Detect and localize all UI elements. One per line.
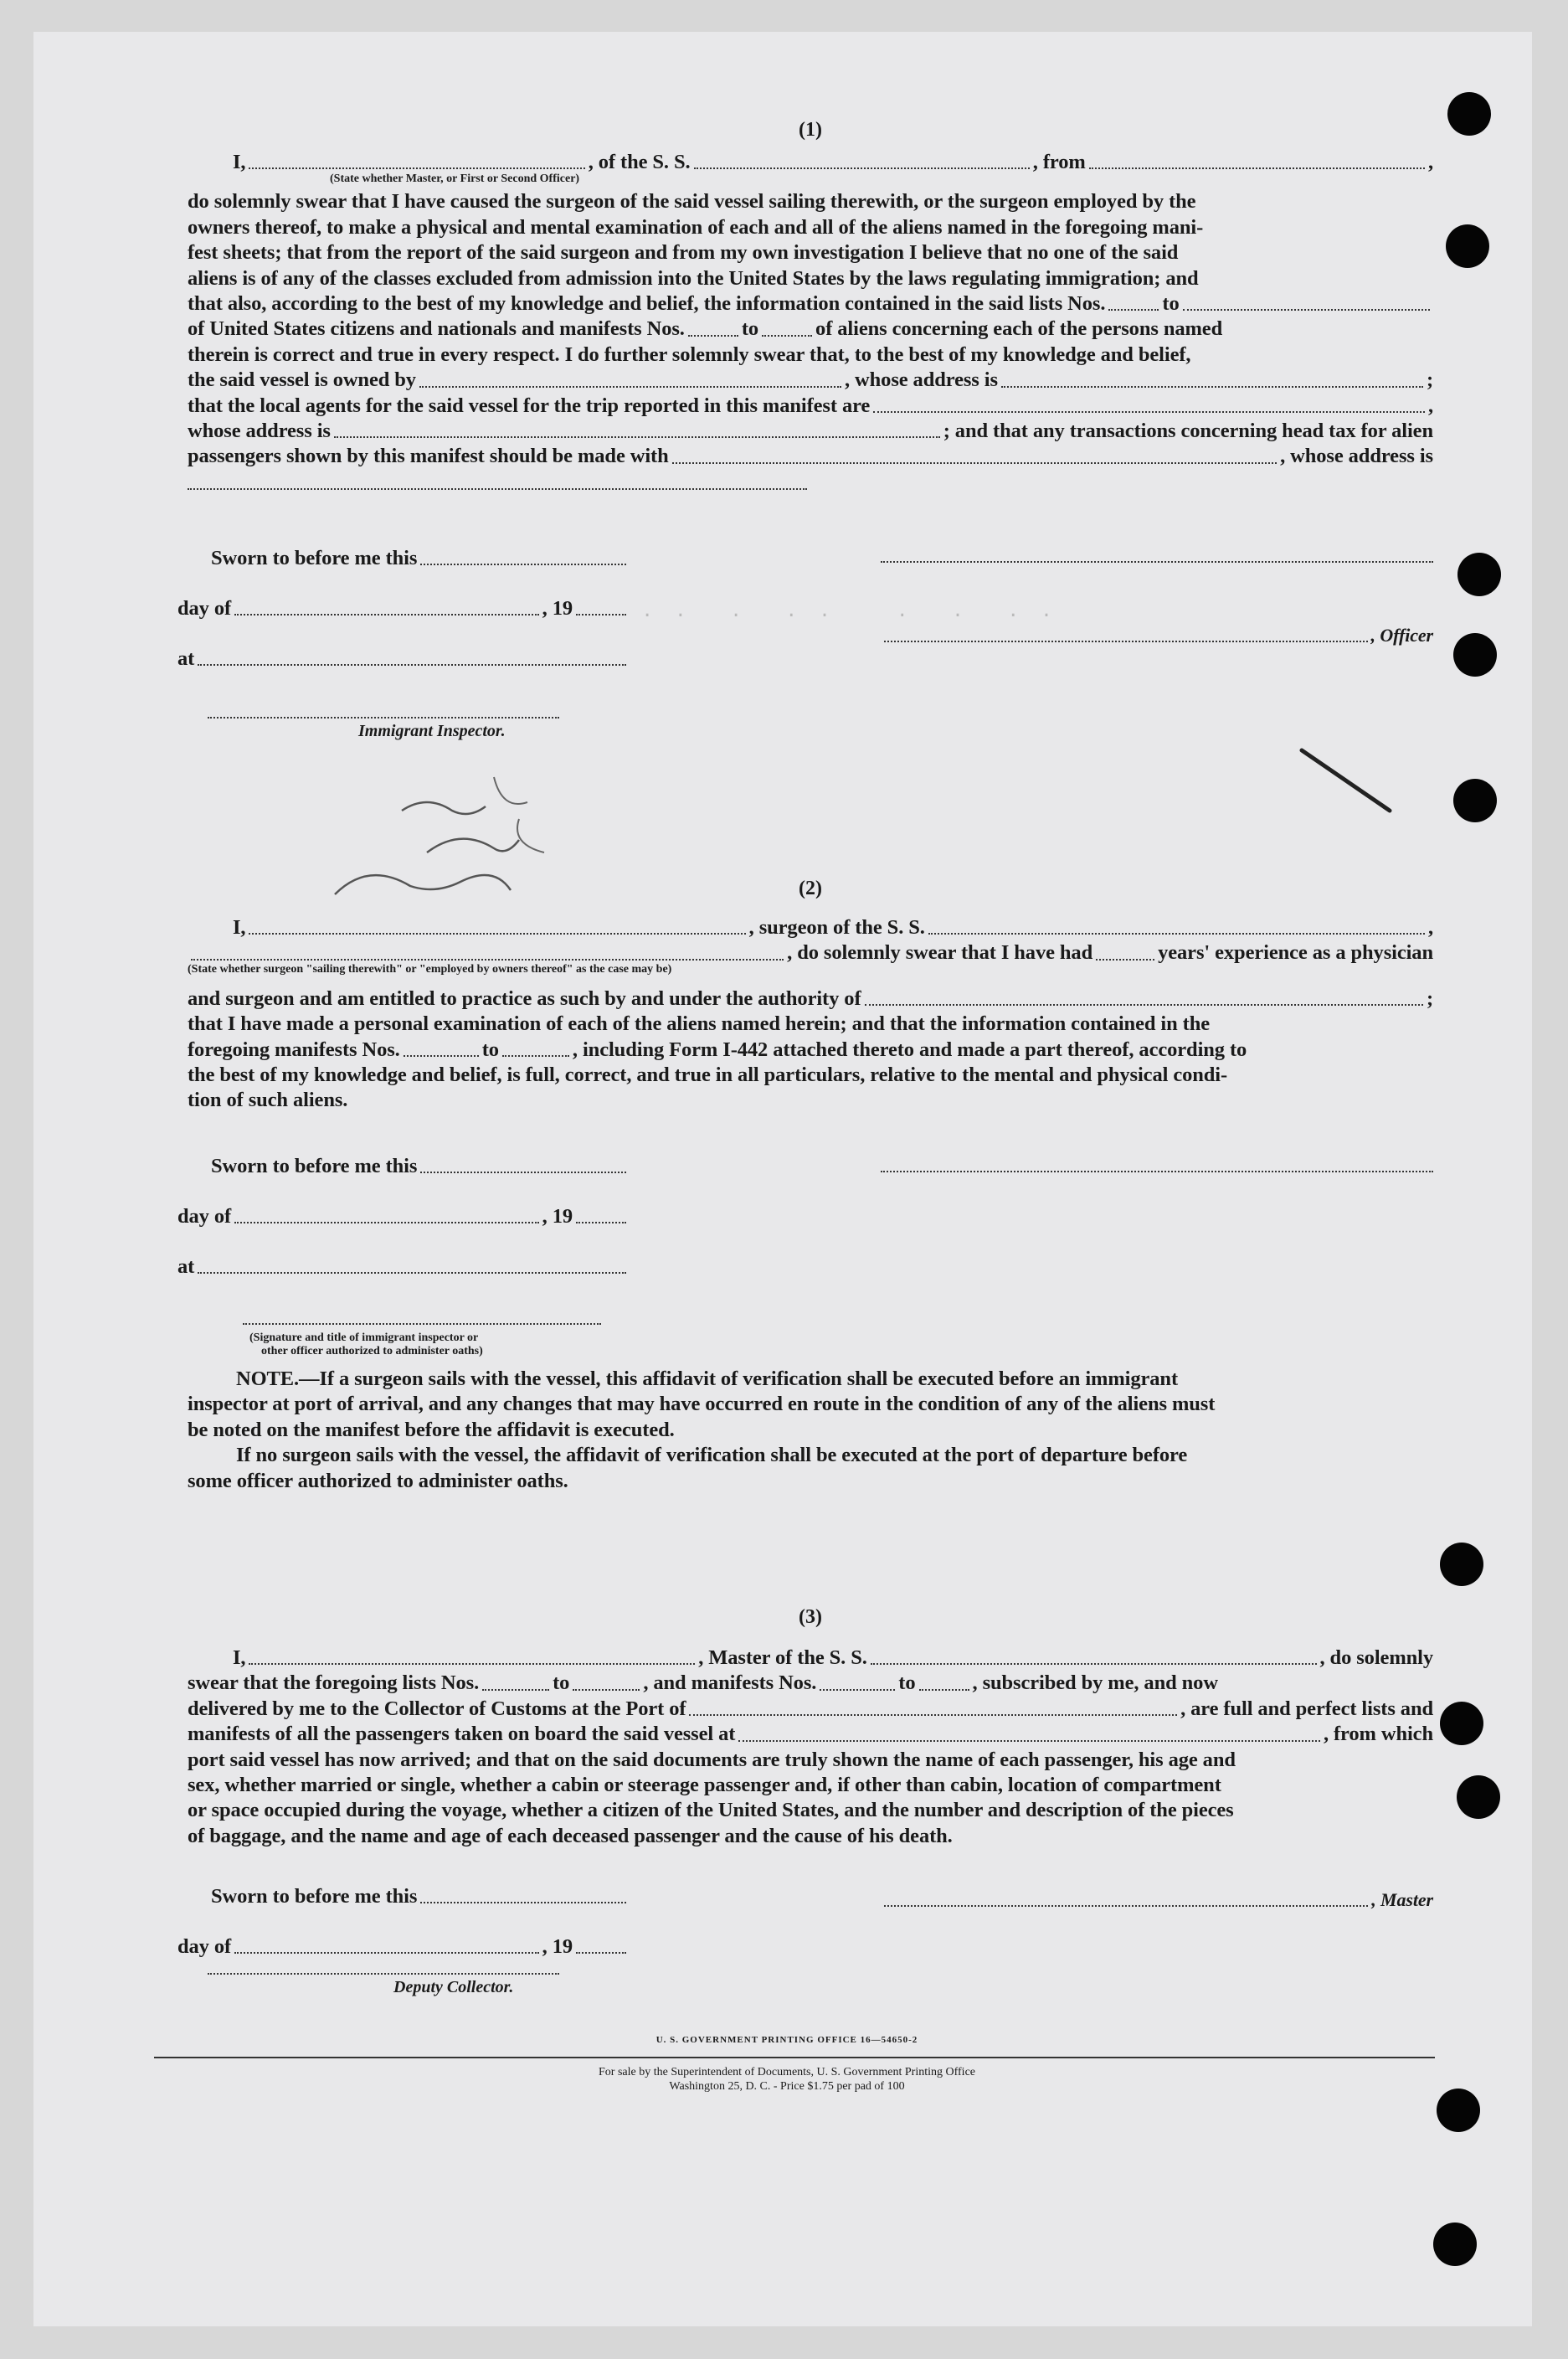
day-line — [177, 593, 630, 621]
text-line: owners thereof, to make a physical and mental examination of each and all of the aliens named in the foregoing mani- — [188, 215, 1204, 239]
punch-hole — [1433, 2223, 1477, 2266]
text-line — [188, 368, 1433, 393]
s3-vessel-field[interactable] — [871, 1663, 1317, 1665]
text: delivered by me to the Collector of Customs at the Port of — [188, 1697, 686, 1720]
section-3 — [188, 1606, 1433, 1849]
s2-sworn-day-field[interactable] — [420, 1172, 626, 1173]
section-1 — [188, 119, 1433, 490]
agents-address-field[interactable] — [334, 436, 940, 438]
text: , Master of the S. S. — [698, 1646, 867, 1669]
text: of aliens concerning each of the persons named — [815, 317, 1223, 341]
sworn-place-field[interactable] — [198, 664, 626, 666]
sworn-month-field[interactable] — [234, 614, 539, 616]
s3-master-name-field[interactable] — [249, 1663, 695, 1665]
authority-field[interactable] — [865, 1004, 1423, 1006]
text: , of the S. S. — [588, 151, 691, 173]
text-line — [188, 986, 1433, 1012]
text-line — [188, 1038, 1433, 1063]
text: , 19 — [542, 596, 573, 620]
s2-manifest-to-field[interactable] — [502, 1055, 569, 1057]
text-line: sex, whether married or single, whether a cabin or steerage passenger and, if other than cabin, location of compartment — [188, 1774, 1221, 1797]
text-line — [188, 394, 1433, 419]
owner-address-field[interactable] — [1001, 386, 1423, 388]
at-line — [177, 1251, 630, 1280]
officer-line — [881, 623, 1433, 648]
text-line — [188, 444, 1433, 469]
caption: (State whether Master, or First or Second Officer) — [330, 173, 580, 186]
text: to — [481, 1038, 499, 1061]
text-line: fest sheets; that from the report of the said surgeon and from my own investigation I believe that no one of the said — [188, 241, 1179, 265]
text: that the local agents for the said vessel for the trip reported in this manifest are — [188, 394, 871, 417]
section-2 — [188, 878, 1433, 1114]
text: Sworn to before me this — [211, 1154, 418, 1177]
text: to — [741, 317, 759, 341]
text: , from which — [1323, 1723, 1433, 1746]
s2-sworn-year-field[interactable] — [576, 1222, 626, 1223]
s2-sworn-block — [177, 1151, 630, 1280]
at-line — [177, 643, 630, 672]
text: , and manifests Nos. — [643, 1671, 817, 1695]
signature-caption — [249, 1331, 483, 1358]
text: , whose address is — [1280, 445, 1433, 468]
text: , — [1427, 151, 1433, 173]
sworn-year-field[interactable] — [576, 614, 626, 616]
text-line: that I have made a personal examination of each of the aliens named herein; and that the information contained in the — [188, 1012, 1211, 1036]
text-line: Washington 25, D. C. - Price $1.75 per pad of 100 — [669, 2080, 905, 2093]
s3-manifest-from-field[interactable] — [820, 1689, 895, 1691]
text-line: (Signature and title of immigrant inspector or — [249, 1331, 479, 1344]
sale-notice — [201, 2065, 1373, 2094]
text: , 19 — [542, 1204, 573, 1228]
punch-hole — [1457, 1775, 1500, 1819]
s3-sworn-day-field[interactable] — [420, 1902, 626, 1903]
section-2-heading: (2) — [799, 878, 822, 899]
text: to — [898, 1671, 916, 1695]
s2-note — [188, 1367, 1433, 1494]
document-page — [33, 32, 1532, 2326]
text: day of — [177, 596, 232, 620]
text: I, — [233, 916, 246, 939]
text-line: of baggage, and the name and age of each deceased passenger and the cause of his death. — [188, 1824, 953, 1847]
punch-hole — [1453, 779, 1497, 822]
text-line: aliens is of any of the classes excluded from admission into the United States by the laws regulating immigration; and — [188, 266, 1199, 290]
text: at — [177, 646, 195, 670]
deputy-collector-label: Deputy Collector. — [393, 1978, 514, 1996]
text-line — [188, 1671, 1433, 1696]
text-line: therein is correct and true in every respect. I do further solemnly swear that, to the best of my knowledge and belief, — [188, 343, 1191, 366]
punch-hole — [1447, 92, 1491, 136]
s3-list-to-field[interactable] — [573, 1689, 640, 1691]
text: , do solemnly — [1319, 1646, 1434, 1669]
punch-hole — [1446, 224, 1489, 268]
text: , 19 — [542, 1934, 573, 1958]
boarding-port-field[interactable] — [738, 1740, 1320, 1742]
sworn-line — [177, 1151, 630, 1179]
officer-name-field[interactable] — [884, 641, 1368, 642]
text: , whose address is — [845, 368, 998, 392]
text: I, — [233, 1646, 246, 1669]
text: of United States citizens and nationals and manifests Nos. — [188, 317, 685, 341]
text: , do solemnly swear that I have had — [787, 941, 1093, 965]
text: at — [177, 1254, 195, 1278]
text: , including Form I-442 attached thereto and made a part thereof, according to — [572, 1038, 1247, 1061]
address-continuation-field[interactable] — [188, 470, 807, 490]
text: , subscribed by me, and now — [972, 1671, 1218, 1695]
text-line — [188, 1646, 1433, 1671]
s3-sworn-month-field[interactable] — [234, 1952, 539, 1954]
master-line — [881, 1888, 1433, 1913]
text-line: NOTE.—If a surgeon sails with the vessel, this affidavit of verification shall be executed before an immigrant — [236, 1367, 1179, 1390]
list-no-from-field[interactable] — [1108, 309, 1159, 311]
s1-line-1 — [188, 150, 1433, 175]
punch-hole — [1440, 1543, 1483, 1586]
text: passengers shown by this manifest should be made with — [188, 445, 669, 468]
s2-inspector-signature-field[interactable] — [243, 1323, 601, 1325]
master-signature-field[interactable] — [884, 1905, 1368, 1907]
manifest-no-to-field[interactable] — [762, 335, 812, 337]
punch-hole — [1453, 633, 1497, 677]
surgeon-name-field[interactable] — [249, 933, 745, 935]
vessel-name-field[interactable] — [694, 167, 1030, 169]
text: , surgeon of the S. S. — [748, 916, 925, 939]
text: Sworn to before me this — [211, 546, 418, 569]
s2-sworn-place-field[interactable] — [198, 1272, 626, 1274]
text-line: inspector at port of arrival, and any changes that may have occurred en route in the condition of any of the aliens must — [188, 1393, 1216, 1416]
text: years' experience as a physician — [1158, 941, 1433, 965]
s1-sworn-block — [177, 543, 630, 672]
text: , — [1427, 916, 1433, 939]
surgeon-signature-field[interactable] — [881, 1171, 1433, 1172]
text: swear that the foregoing lists Nos. — [188, 1671, 480, 1695]
surgeon-type-field[interactable] — [191, 959, 784, 961]
master-title-field[interactable] — [249, 167, 584, 169]
text: I, — [233, 151, 246, 173]
text-line — [188, 1697, 1433, 1722]
text-line — [188, 419, 1433, 444]
text: that also, according to the best of my knowledge and belief, the information contained in the said lists Nos. — [188, 292, 1106, 316]
text-line: do solemnly swear that I have caused the surgeon of the said vessel sailing therewith, or the surgeon employed by the — [188, 190, 1196, 214]
pen-stroke — [1298, 742, 1415, 826]
text-line — [188, 291, 1433, 317]
text-line: tion of such aliens. — [188, 1089, 348, 1112]
bleed-through: · · · · · · · · · — [641, 605, 1052, 626]
master-label: , Master — [1371, 1889, 1433, 1910]
s3-list-from-field[interactable] — [482, 1689, 549, 1691]
sworn-line — [177, 1881, 630, 1909]
sworn-line — [177, 543, 630, 571]
text-line: For sale by the Superintendent of Documents, U. S. Government Printing Office — [599, 2066, 975, 2078]
text: day of — [177, 1204, 232, 1228]
s2-line-1 — [188, 915, 1433, 940]
officer-signature-field[interactable] — [881, 561, 1433, 563]
immigrant-inspector-label: Immigrant Inspector. — [358, 722, 506, 740]
text: to — [1162, 292, 1180, 316]
s3-sworn-year-field[interactable] — [576, 1952, 626, 1954]
gpo-imprint: U. S. GOVERNMENT PRINTING OFFICE 16—54650-2 — [655, 2035, 918, 2045]
punch-hole — [1457, 553, 1501, 596]
years-experience-field[interactable] — [1096, 959, 1154, 961]
text: day of — [177, 1934, 232, 1958]
punch-hole — [1440, 1702, 1483, 1745]
text-line: be noted on the manifest before the affidavit is executed. — [188, 1418, 675, 1441]
text: manifests of all the passengers taken on board the said vessel at — [188, 1723, 736, 1746]
text-line — [188, 1722, 1433, 1747]
day-line — [177, 1201, 630, 1229]
text-line: other officer authorized to administer oaths) — [261, 1345, 483, 1357]
text: , — [1427, 394, 1433, 417]
text: to — [553, 1671, 570, 1695]
section-1-heading: (1) — [799, 119, 822, 141]
punch-hole — [1437, 2089, 1480, 2132]
s1-paragraph — [188, 189, 1433, 489]
caption: (State whether surgeon "sailing therewith" or "employed by owners thereof" as the case may be) — [188, 962, 672, 976]
deputy-signature-field[interactable] — [208, 1973, 559, 1975]
head-tax-contact-field[interactable] — [672, 462, 1277, 464]
text: ; — [1426, 368, 1433, 392]
inspector-signature-field[interactable] — [208, 717, 559, 719]
text-line: port said vessel has now arrived; and that on the said documents are truly shown the name of each passenger, his age and — [188, 1748, 1236, 1771]
text: ; — [1426, 986, 1433, 1010]
text: ; and that any transactions concerning head tax for alien — [943, 420, 1433, 443]
owner-field[interactable] — [419, 386, 841, 388]
text-line — [188, 317, 1433, 342]
s3-sworn-block — [177, 1881, 630, 1960]
text-line: some officer authorized to administer oaths. — [188, 1469, 568, 1492]
text: foregoing manifests Nos. — [188, 1038, 400, 1061]
officer-label: , Officer — [1370, 625, 1433, 646]
from-port-field[interactable] — [1089, 167, 1425, 169]
text-line: or space occupied during the voyage, whether a citizen of the United States, and the number and description of the pieces — [188, 1799, 1234, 1822]
text: , are full and perfect lists and — [1180, 1697, 1433, 1720]
sworn-day-field[interactable] — [420, 564, 626, 565]
text: whose address is — [188, 420, 331, 443]
text: the said vessel is owned by — [188, 368, 416, 392]
text-line: the best of my knowledge and belief, is full, correct, and true in all particulars, relative to the mental and physical condi- — [188, 1064, 1228, 1087]
day-line — [177, 1931, 630, 1960]
footer-rule — [154, 2057, 1435, 2058]
s3-manifest-to-field[interactable] — [919, 1689, 969, 1691]
text: Sworn to before me this — [211, 1884, 418, 1908]
s2-manifest-from-field[interactable] — [404, 1055, 479, 1057]
text-line: If no surgeon sails with the vessel, the affidavit of verification shall be executed at the port of departure before — [236, 1444, 1188, 1467]
port-field[interactable] — [689, 1714, 1177, 1716]
section-3-heading: (3) — [799, 1606, 822, 1628]
list-no-to-field[interactable] — [1183, 309, 1430, 311]
manifest-no-from-field[interactable] — [688, 335, 738, 337]
s3-paragraph — [188, 1646, 1433, 1849]
local-agents-field[interactable] — [873, 411, 1425, 413]
s2-sworn-month-field[interactable] — [234, 1222, 539, 1223]
text: and surgeon and am entitled to practice as such by and under the authority of — [188, 986, 861, 1010]
text: , from — [1032, 151, 1086, 173]
s2-paragraph — [188, 986, 1433, 1114]
s2-vessel-field[interactable] — [928, 933, 1425, 935]
